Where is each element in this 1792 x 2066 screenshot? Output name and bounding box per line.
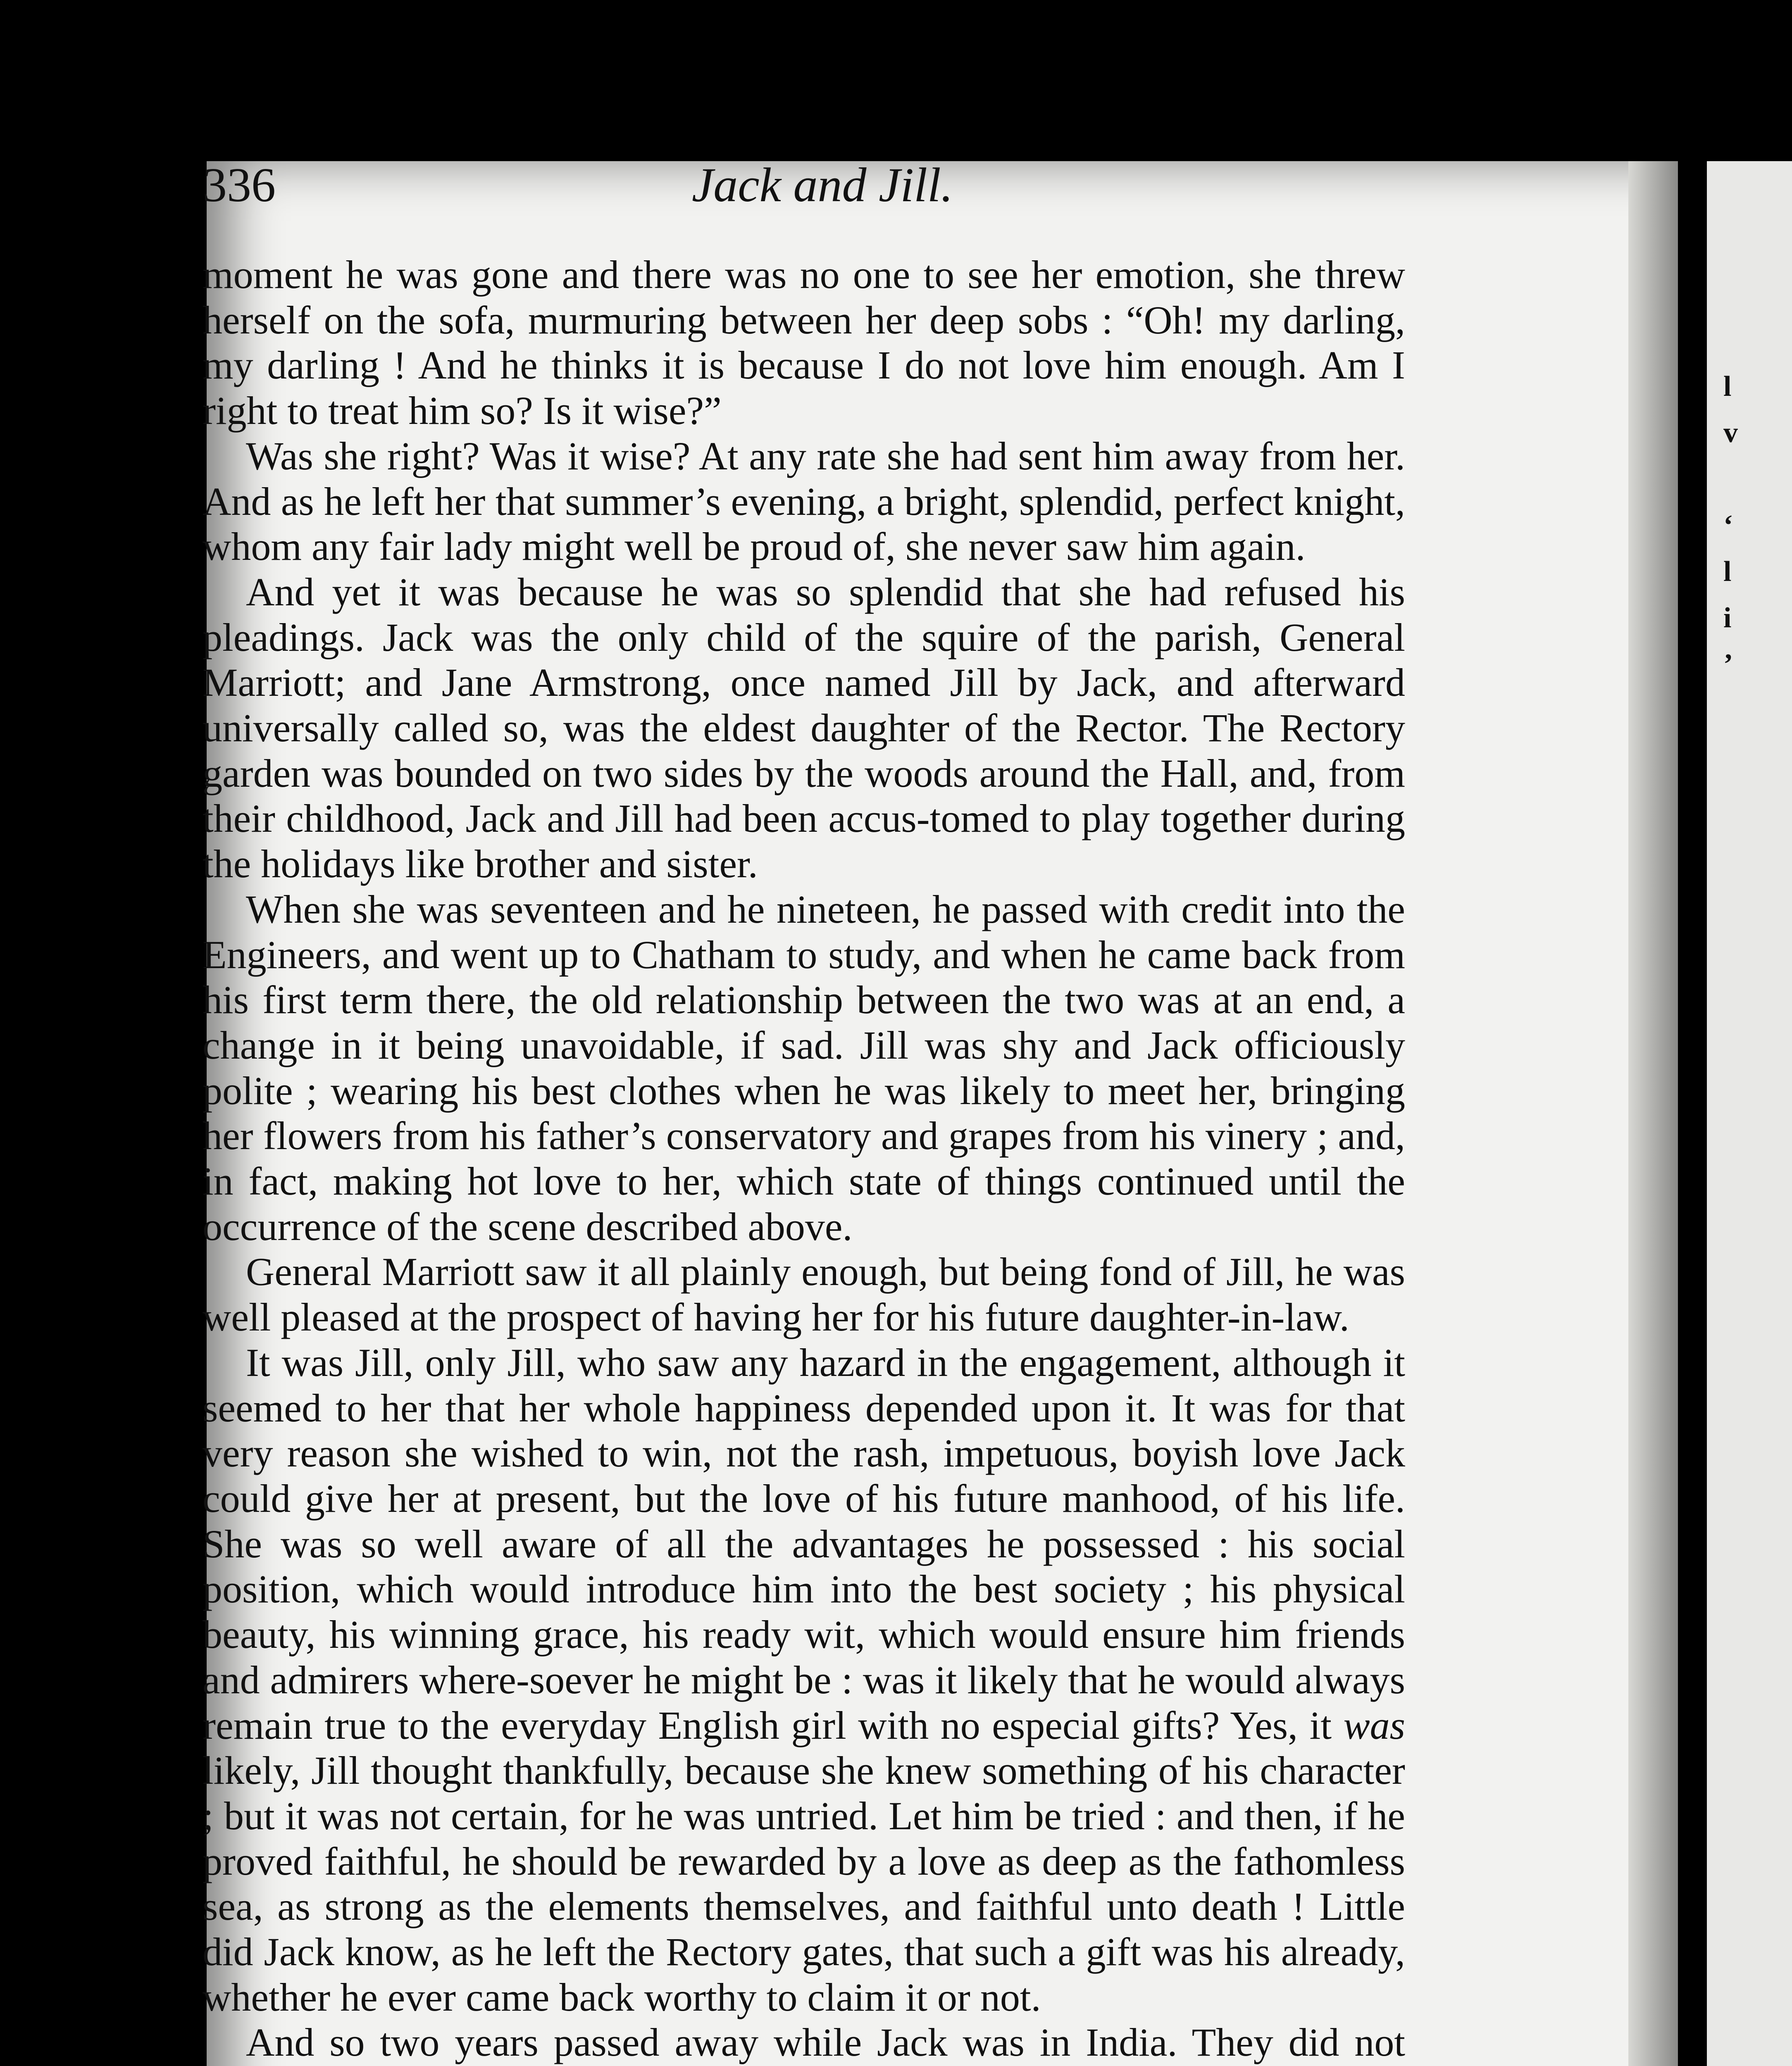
paragraph-text: likely, Jill thought thankfully, because she knew something of his character ; but it was not certain, for he was untried. Let him be tried : and then, if he proved faithful, he should be rewarded by a love as deep as the fathomless sea, as strong as the elements themselves, and faithful unto death ! Little did Jack know, as he left the Rectory gates, that such a gift was his already, whether he ever came back worthy to claim it or not. xyxy=(203,1748,1405,2019)
paragraph: moment he was gone and there was no one to see her emotion, she threw herself on the sofa, murmuring between her deep sobs : “Oh! my darling, my darling ! And he thinks it is because I do not love him enough. Am I right to treat him so? Is it wise?” xyxy=(203,252,1405,433)
emphasis-text: was xyxy=(1343,1703,1405,1747)
paragraph: General Marriott saw it all plainly enough, but being fond of Jill, he was well pleased at the prospect of having her for his future daughter-in-law. xyxy=(203,1250,1405,1340)
adjacent-page-marks: l v ‘ l i ’ xyxy=(1723,371,1738,680)
paragraph: Was she right? Was it wise? At any rate she had sent him away from her. And as he left her that summer’s evening, a bright, splendid, perfect knight, whom any fair lady might well be proud of, she never saw him again. xyxy=(203,433,1405,569)
running-title: Jack and Jill. xyxy=(691,158,953,212)
adjacent-page-sliver xyxy=(1707,161,1792,2066)
body-text xyxy=(203,252,1405,2066)
paragraph xyxy=(203,1340,1405,2020)
paragraph: When she was seventeen and he nineteen, he passed with credit into the Engineers, and went up to Chatham to study, and when he came back from his first term there, the old relationship between the two was at an end, a change in it being unavoidable, if sad. Jill was shy and Jack officiously polite ; wearing his best clothes when he was likely to meet her, bringing her flowers from his father’s conservatory and grapes from his vinery ; and, in fact, making hot love to her, which state of things continued until the occurrence of the scene described above. xyxy=(203,887,1405,1249)
paragraph: And yet it was because he was so splendid that she had refused his pleadings. Jack was the only child of the squire of the parish, General Marriott; and Jane Armstrong, once named Jill by Jack, and afterward universally called so, was the eldest daughter of the Rector. The Rectory garden was bounded on two sides by the woods around the Hall, and, from their childhood, Jack and Jill had been accus-tomed to play together during the holidays like brother and sister. xyxy=(203,569,1405,886)
page-number: 336 xyxy=(203,158,276,212)
paragraph-text: It was Jill, only Jill, who saw any hazard in the engagement, although it seemed to her that her whole happiness depended upon it. It was for that very reason she wished to win, not the rash, impetuous, boyish love Jack could give her at present, but the love of his future manhood, of his life. She was so well aware of all the advantages he possessed : his social position, which would introduce him into the best society ; his physical beauty, his winning grace, his ready wit, which would ensure him friends and admirers where-soever he might be : was it likely that he would always remain true to the everyday English girl with no especial gifts? Yes, it xyxy=(203,1340,1405,1747)
paragraph: And so two years passed away while Jack was in India. They did not xyxy=(246,2020,1405,2065)
page-header xyxy=(203,157,1401,240)
page-edge-shadow xyxy=(1628,161,1678,2066)
